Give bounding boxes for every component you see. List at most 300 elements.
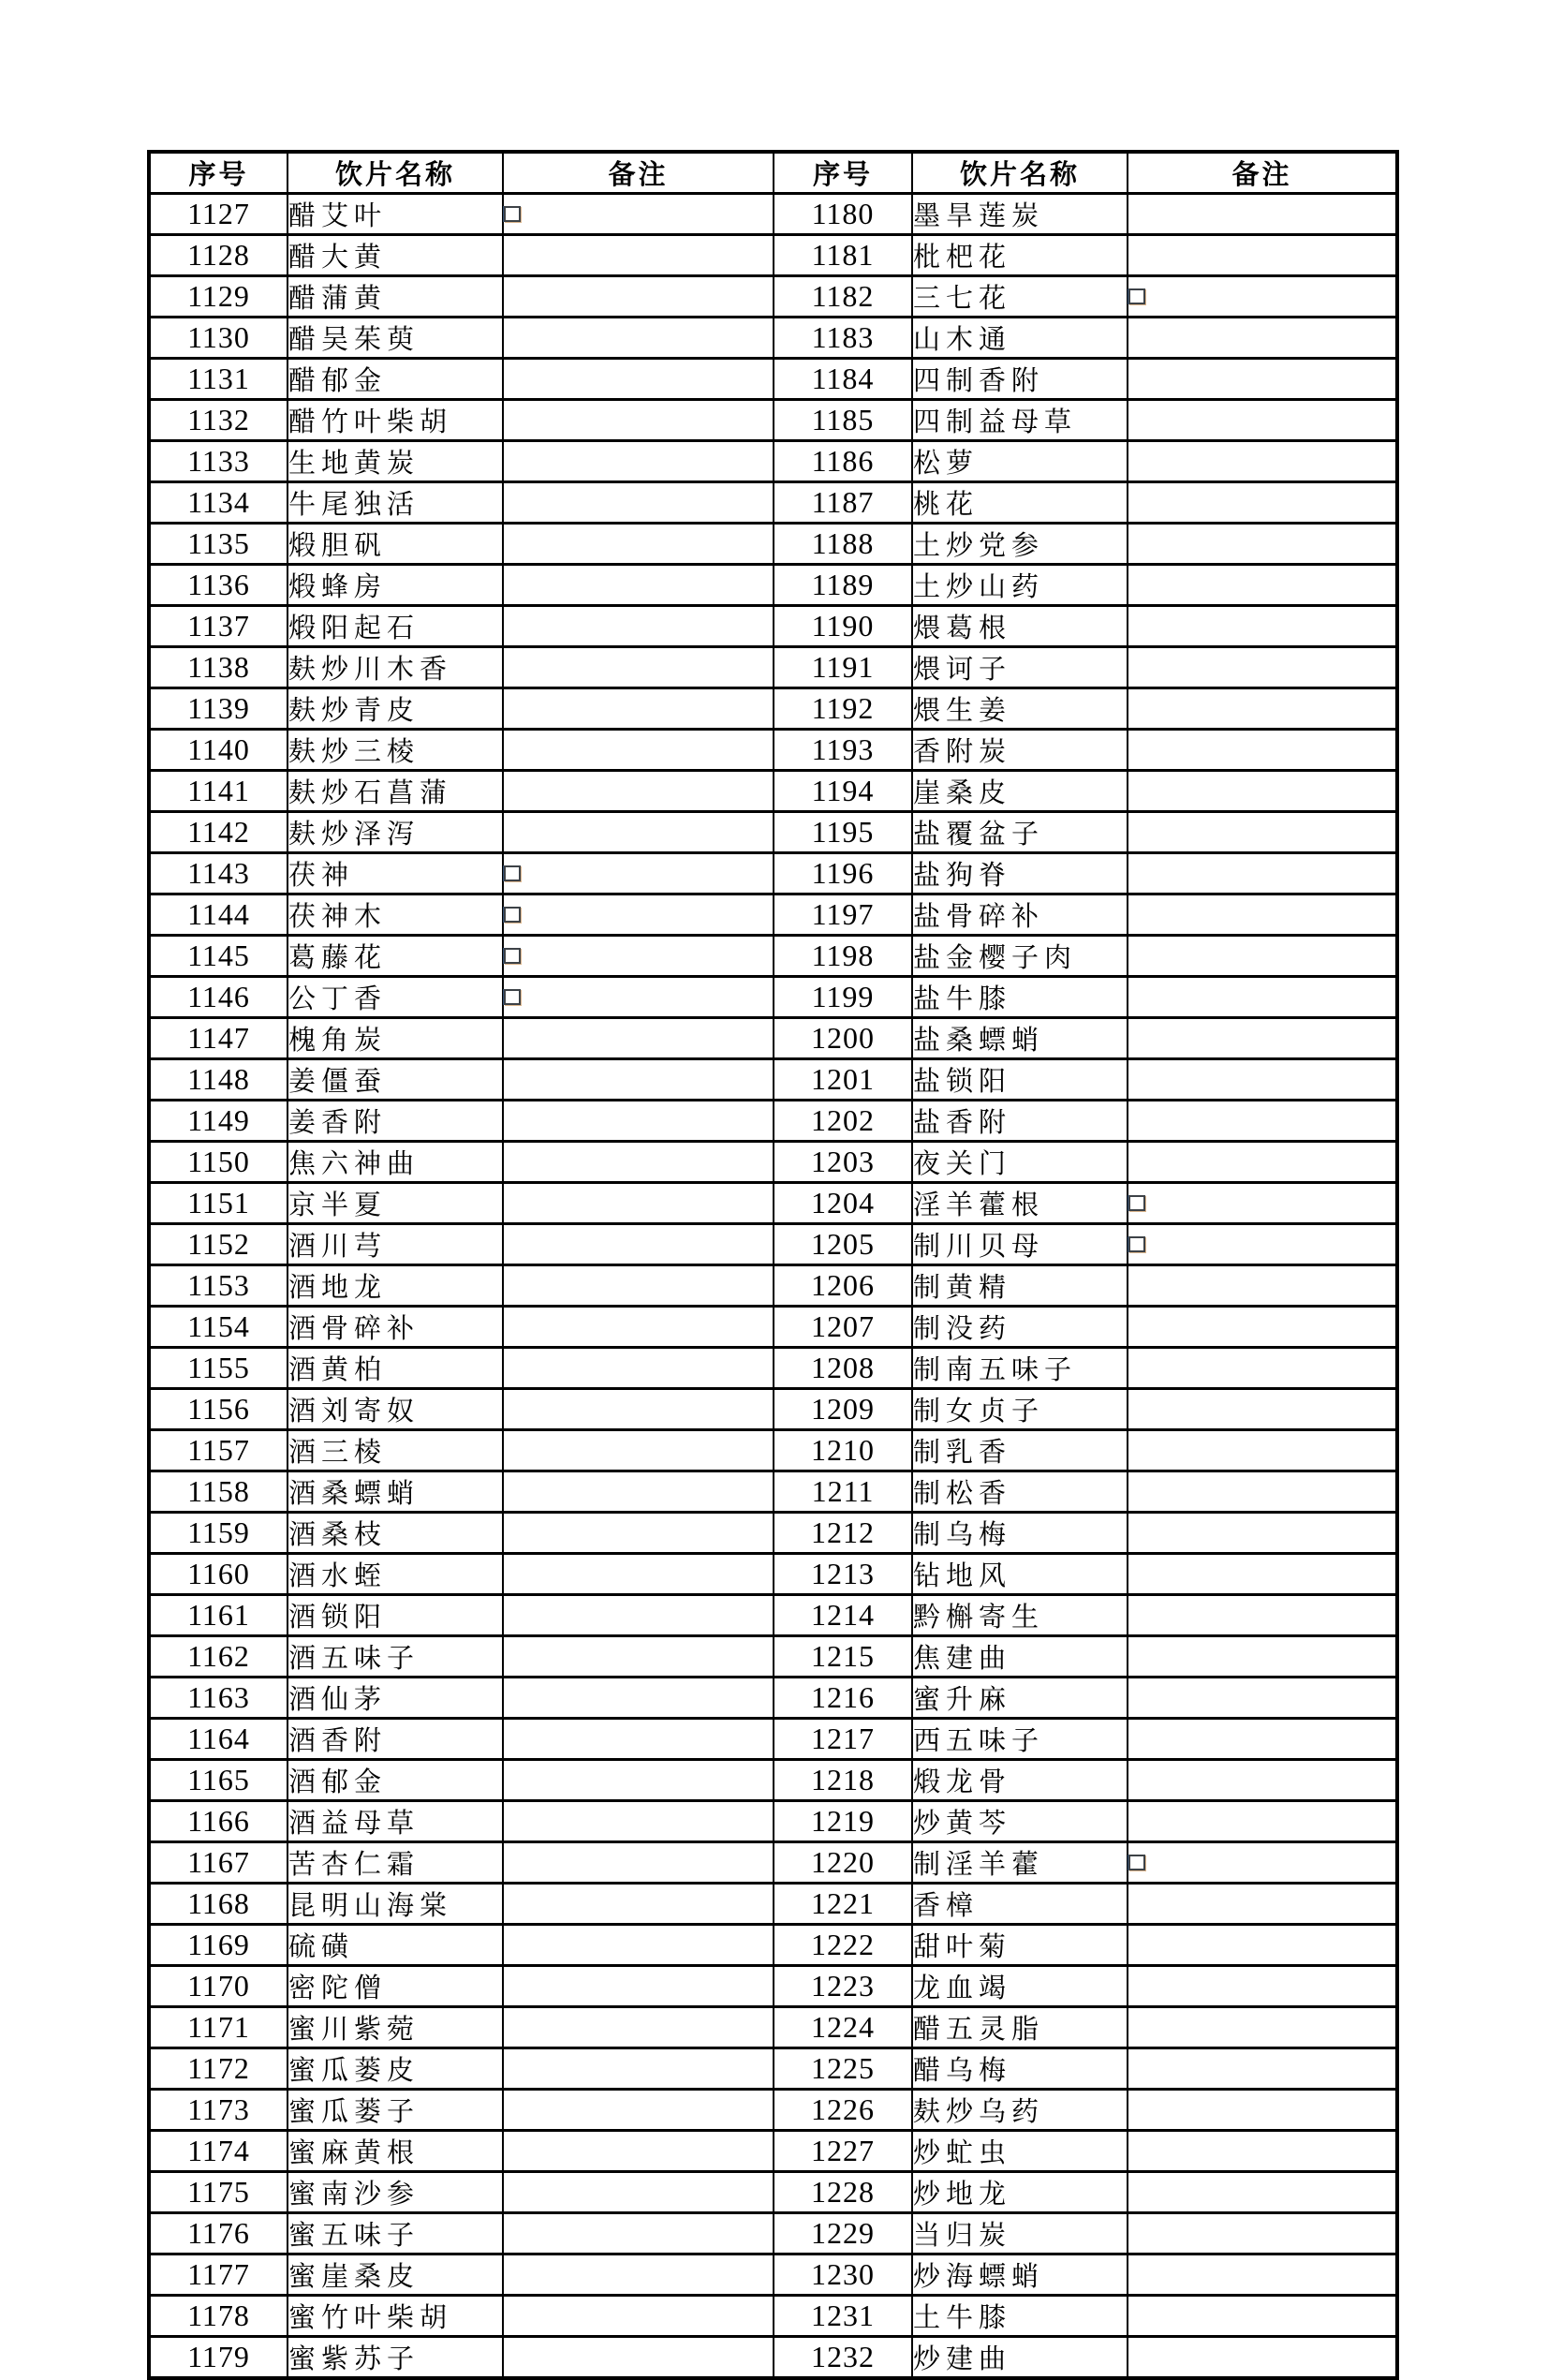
remark-cell <box>503 977 774 1018</box>
remark-cell <box>1128 1265 1397 1307</box>
serial-cell: 1163 <box>149 1678 287 1719</box>
remark-cell <box>1128 400 1397 441</box>
remark-cell <box>503 482 774 524</box>
medicine-name-cell: 盐香附 <box>912 1101 1128 1142</box>
table-row <box>149 1101 1397 1142</box>
medicine-name-cell: 龙血竭 <box>912 1966 1128 2007</box>
table-row <box>149 2172 1397 2213</box>
remark-checkbox[interactable] <box>1128 1855 1145 1870</box>
serial-cell: 1216 <box>774 1678 912 1719</box>
column-header-name: 饮片名称 <box>287 152 503 194</box>
medicine-name-cell: 制乌梅 <box>912 1513 1128 1554</box>
table-row <box>149 524 1397 565</box>
serial-cell: 1150 <box>149 1142 287 1183</box>
medicine-name-cell: 制南五味子 <box>912 1348 1128 1389</box>
remark-cell <box>1128 2337 1397 2379</box>
remark-cell <box>503 1513 774 1554</box>
remark-cell <box>1128 688 1397 730</box>
serial-cell: 1183 <box>774 318 912 359</box>
serial-cell: 1221 <box>774 1884 912 1925</box>
medicine-name-cell: 盐牛膝 <box>912 977 1128 1018</box>
medicine-name-cell: 蜜瓜蒌子 <box>287 2090 503 2131</box>
serial-cell: 1128 <box>149 235 287 276</box>
remark-checkbox[interactable] <box>1128 1236 1145 1252</box>
medicine-name-cell: 炒海螵蛸 <box>912 2254 1128 2296</box>
medicine-name-cell: 苦杏仁霜 <box>287 1842 503 1884</box>
serial-cell: 1195 <box>774 812 912 853</box>
remark-checkbox[interactable] <box>1128 1195 1145 1211</box>
remark-cell <box>503 1678 774 1719</box>
serial-cell: 1162 <box>149 1636 287 1678</box>
table-row <box>149 894 1397 936</box>
table-row <box>149 2007 1397 2048</box>
medicine-name-cell: 四制香附 <box>912 359 1128 400</box>
table-row <box>149 730 1397 771</box>
medicine-name-cell: 蜜麻黄根 <box>287 2131 503 2172</box>
remark-cell <box>1128 1884 1397 1925</box>
table-row <box>149 235 1397 276</box>
remark-cell <box>503 688 774 730</box>
remark-checkbox[interactable] <box>504 907 521 923</box>
remark-checkbox[interactable] <box>1128 288 1145 304</box>
serial-cell: 1219 <box>774 1801 912 1842</box>
serial-cell: 1132 <box>149 400 287 441</box>
remark-cell <box>1128 730 1397 771</box>
remark-cell <box>1128 1966 1397 2007</box>
serial-cell: 1196 <box>774 853 912 894</box>
medicine-name-cell: 炒地龙 <box>912 2172 1128 2213</box>
medicine-name-cell: 制女贞子 <box>912 1389 1128 1430</box>
medicine-name-cell: 崖桑皮 <box>912 771 1128 812</box>
serial-cell: 1130 <box>149 318 287 359</box>
table-row <box>149 977 1397 1018</box>
remark-cell <box>1128 2254 1397 2296</box>
serial-cell: 1208 <box>774 1348 912 1389</box>
remark-cell <box>503 647 774 688</box>
serial-cell: 1167 <box>149 1842 287 1884</box>
table-row <box>149 2213 1397 2254</box>
medicine-name-cell: 四制益母草 <box>912 400 1128 441</box>
medicine-name-cell: 醋蒲黄 <box>287 276 503 318</box>
serial-cell: 1228 <box>774 2172 912 2213</box>
table-row <box>149 1183 1397 1224</box>
remark-cell <box>1128 1059 1397 1101</box>
remark-cell <box>1128 1925 1397 1966</box>
remark-cell <box>503 2048 774 2090</box>
serial-cell: 1143 <box>149 853 287 894</box>
medicine-name-cell: 当归炭 <box>912 2213 1128 2254</box>
medicine-name-cell: 公丁香 <box>287 977 503 1018</box>
medicine-name-cell: 淫羊藿根 <box>912 1183 1128 1224</box>
remark-cell <box>503 2213 774 2254</box>
serial-cell: 1151 <box>149 1183 287 1224</box>
medicine-name-cell: 制乳香 <box>912 1430 1128 1471</box>
remark-cell <box>1128 2090 1397 2131</box>
medicine-name-cell: 酒五味子 <box>287 1636 503 1678</box>
medicine-name-cell: 醋乌梅 <box>912 2048 1128 2090</box>
remark-checkbox[interactable] <box>504 989 521 1005</box>
column-header-name: 饮片名称 <box>912 152 1128 194</box>
medicine-name-cell: 炒虻虫 <box>912 2131 1128 2172</box>
remark-cell <box>503 359 774 400</box>
serial-cell: 1142 <box>149 812 287 853</box>
remark-cell <box>503 1183 774 1224</box>
remark-cell <box>1128 1554 1397 1595</box>
remark-cell <box>503 2090 774 2131</box>
remark-cell <box>503 606 774 647</box>
remark-cell <box>1128 1760 1397 1801</box>
medicine-name-cell: 蜜瓜蒌皮 <box>287 2048 503 2090</box>
remark-checkbox[interactable] <box>504 206 521 222</box>
serial-cell: 1135 <box>149 524 287 565</box>
serial-cell: 1222 <box>774 1925 912 1966</box>
medicine-name-cell: 麸炒青皮 <box>287 688 503 730</box>
serial-cell: 1166 <box>149 1801 287 1842</box>
serial-cell: 1198 <box>774 936 912 977</box>
remark-cell <box>503 441 774 482</box>
serial-cell: 1229 <box>774 2213 912 2254</box>
serial-cell: 1181 <box>774 235 912 276</box>
remark-cell <box>1128 1513 1397 1554</box>
medicine-name-cell: 制淫羊藿 <box>912 1842 1128 1884</box>
medicine-name-cell: 制川贝母 <box>912 1224 1128 1265</box>
remark-cell <box>1128 359 1397 400</box>
serial-cell: 1136 <box>149 565 287 606</box>
table-row <box>149 1760 1397 1801</box>
serial-cell: 1137 <box>149 606 287 647</box>
medicine-name-cell: 三七花 <box>912 276 1128 318</box>
remark-cell <box>503 1101 774 1142</box>
medicine-name-cell: 煅胆矾 <box>287 524 503 565</box>
remark-cell <box>503 936 774 977</box>
table-row <box>149 1636 1397 1678</box>
table-row <box>149 1842 1397 1884</box>
medicine-name-cell: 桃花 <box>912 482 1128 524</box>
medicine-name-cell: 葛藤花 <box>287 936 503 977</box>
medicine-name-cell: 牛尾独活 <box>287 482 503 524</box>
serial-cell: 1178 <box>149 2296 287 2337</box>
serial-cell: 1199 <box>774 977 912 1018</box>
serial-cell: 1157 <box>149 1430 287 1471</box>
medicine-name-cell: 煅蜂房 <box>287 565 503 606</box>
remark-cell <box>1128 1224 1397 1265</box>
serial-cell: 1154 <box>149 1307 287 1348</box>
serial-cell: 1194 <box>774 771 912 812</box>
remark-cell <box>1128 1636 1397 1678</box>
table-row <box>149 1884 1397 1925</box>
serial-cell: 1185 <box>774 400 912 441</box>
medicine-name-cell: 煨诃子 <box>912 647 1128 688</box>
remark-cell <box>1128 2131 1397 2172</box>
medicine-name-cell: 酒仙茅 <box>287 1678 503 1719</box>
table-row <box>149 1389 1397 1430</box>
serial-cell: 1131 <box>149 359 287 400</box>
medicine-name-cell: 酒桑枝 <box>287 1513 503 1554</box>
remark-cell <box>503 1884 774 1925</box>
serial-cell: 1214 <box>774 1595 912 1636</box>
medicine-name-cell: 煅龙骨 <box>912 1760 1128 1801</box>
medicine-name-cell: 松萝 <box>912 441 1128 482</box>
medicine-name-cell: 麸炒泽泻 <box>287 812 503 853</box>
remark-cell <box>503 1554 774 1595</box>
remark-cell <box>503 771 774 812</box>
serial-cell: 1187 <box>774 482 912 524</box>
table-row <box>149 1224 1397 1265</box>
medicine-name-cell: 焦六神曲 <box>287 1142 503 1183</box>
serial-cell: 1189 <box>774 565 912 606</box>
column-header-remark: 备注 <box>1128 152 1397 194</box>
serial-cell: 1184 <box>774 359 912 400</box>
table-row <box>149 606 1397 647</box>
remark-cell <box>1128 1719 1397 1760</box>
medicine-name-cell: 盐桑螵蛸 <box>912 1018 1128 1059</box>
medicine-name-cell: 蜜紫苏子 <box>287 2337 503 2379</box>
remark-cell <box>1128 1183 1397 1224</box>
serial-cell: 1134 <box>149 482 287 524</box>
medicine-name-cell: 酒香附 <box>287 1719 503 1760</box>
remark-cell <box>1128 1142 1397 1183</box>
table-row <box>149 1966 1397 2007</box>
remark-cell <box>1128 1348 1397 1389</box>
table-row <box>149 276 1397 318</box>
table-row <box>149 565 1397 606</box>
serial-cell: 1200 <box>774 1018 912 1059</box>
serial-cell: 1231 <box>774 2296 912 2337</box>
table-row <box>149 2131 1397 2172</box>
medicine-name-cell: 酒骨碎补 <box>287 1307 503 1348</box>
medicine-name-cell: 煨葛根 <box>912 606 1128 647</box>
medicine-name-cell: 酒三棱 <box>287 1430 503 1471</box>
medicine-name-cell: 醋大黄 <box>287 235 503 276</box>
serial-cell: 1174 <box>149 2131 287 2172</box>
medicine-name-cell: 西五味子 <box>912 1719 1128 1760</box>
serial-cell: 1201 <box>774 1059 912 1101</box>
remark-cell <box>1128 1307 1397 1348</box>
table-row <box>149 1018 1397 1059</box>
serial-cell: 1209 <box>774 1389 912 1430</box>
table-row <box>149 1595 1397 1636</box>
remark-cell <box>503 853 774 894</box>
remark-cell <box>1128 647 1397 688</box>
remark-cell <box>503 1265 774 1307</box>
medicine-name-cell: 土炒党参 <box>912 524 1128 565</box>
medicine-name-cell: 醋艾叶 <box>287 194 503 235</box>
table-row <box>149 194 1397 235</box>
medicine-name-cell: 酒益母草 <box>287 1801 503 1842</box>
remark-cell <box>503 1925 774 1966</box>
remark-cell <box>503 1224 774 1265</box>
table-row <box>149 1430 1397 1471</box>
remark-cell <box>503 1966 774 2007</box>
remark-cell <box>503 1059 774 1101</box>
medicine-name-cell: 黔槲寄生 <box>912 1595 1128 1636</box>
remark-cell <box>1128 606 1397 647</box>
table-row <box>149 1678 1397 1719</box>
serial-cell: 1190 <box>774 606 912 647</box>
medicine-name-cell: 生地黄炭 <box>287 441 503 482</box>
table-row <box>149 1059 1397 1101</box>
serial-cell: 1165 <box>149 1760 287 1801</box>
remark-cell <box>1128 1678 1397 1719</box>
serial-cell: 1206 <box>774 1265 912 1307</box>
medicine-name-cell: 甜叶菊 <box>912 1925 1128 1966</box>
serial-cell: 1164 <box>149 1719 287 1760</box>
remark-cell <box>1128 1430 1397 1471</box>
serial-cell: 1127 <box>149 194 287 235</box>
remark-cell <box>503 318 774 359</box>
serial-cell: 1158 <box>149 1471 287 1513</box>
table-row <box>149 2254 1397 2296</box>
serial-cell: 1232 <box>774 2337 912 2379</box>
medicine-name-cell: 京半夏 <box>287 1183 503 1224</box>
remark-cell <box>503 812 774 853</box>
medicine-name-cell: 茯神木 <box>287 894 503 936</box>
medicine-name-cell: 酒锁阳 <box>287 1595 503 1636</box>
remark-cell <box>1128 1389 1397 1430</box>
remark-cell <box>1128 2296 1397 2337</box>
remark-cell <box>1128 1595 1397 1636</box>
table-row <box>149 688 1397 730</box>
remark-cell <box>503 565 774 606</box>
medicine-name-cell: 墨旱莲炭 <box>912 194 1128 235</box>
remark-cell <box>503 1142 774 1183</box>
remark-cell <box>503 1595 774 1636</box>
remark-cell <box>503 1348 774 1389</box>
medicine-name-cell: 酒川芎 <box>287 1224 503 1265</box>
medicine-name-cell: 炒黄芩 <box>912 1801 1128 1842</box>
remark-cell <box>503 894 774 936</box>
medicine-name-cell: 硫磺 <box>287 1925 503 1966</box>
serial-cell: 1171 <box>149 2007 287 2048</box>
table-row <box>149 1348 1397 1389</box>
remark-cell <box>1128 1842 1397 1884</box>
table-row <box>149 647 1397 688</box>
serial-cell: 1140 <box>149 730 287 771</box>
remark-cell <box>1128 853 1397 894</box>
remark-cell <box>1128 318 1397 359</box>
medicine-name-cell: 酒桑螵蛸 <box>287 1471 503 1513</box>
medicine-name-cell: 枇杷花 <box>912 235 1128 276</box>
medicine-name-cell: 茯神 <box>287 853 503 894</box>
serial-cell: 1213 <box>774 1554 912 1595</box>
serial-cell: 1153 <box>149 1265 287 1307</box>
serial-cell: 1179 <box>149 2337 287 2379</box>
table-row <box>149 400 1397 441</box>
table-row <box>149 2090 1397 2131</box>
medicine-name-cell: 酒刘寄奴 <box>287 1389 503 1430</box>
serial-cell: 1161 <box>149 1595 287 1636</box>
table-row <box>149 1554 1397 1595</box>
serial-cell: 1193 <box>774 730 912 771</box>
medicine-name-cell: 蜜南沙参 <box>287 2172 503 2213</box>
medicine-name-cell: 麸炒三棱 <box>287 730 503 771</box>
serial-cell: 1160 <box>149 1554 287 1595</box>
serial-cell: 1144 <box>149 894 287 936</box>
remark-cell <box>1128 482 1397 524</box>
remark-cell <box>503 235 774 276</box>
table-row <box>149 2296 1397 2337</box>
remark-cell <box>503 1389 774 1430</box>
medicine-name-cell: 昆明山海棠 <box>287 1884 503 1925</box>
remark-cell <box>503 1471 774 1513</box>
medicine-name-cell: 盐锁阳 <box>912 1059 1128 1101</box>
serial-cell: 1230 <box>774 2254 912 2296</box>
medicine-name-cell: 煨生姜 <box>912 688 1128 730</box>
medicine-name-cell: 盐金樱子肉 <box>912 936 1128 977</box>
serial-cell: 1155 <box>149 1348 287 1389</box>
table-row <box>149 1925 1397 1966</box>
table-row <box>149 1142 1397 1183</box>
remark-checkbox[interactable] <box>504 865 521 881</box>
serial-cell: 1224 <box>774 2007 912 2048</box>
medicine-name-cell: 盐骨碎补 <box>912 894 1128 936</box>
serial-cell: 1177 <box>149 2254 287 2296</box>
serial-cell: 1204 <box>774 1183 912 1224</box>
remark-cell <box>503 2296 774 2337</box>
serial-cell: 1211 <box>774 1471 912 1513</box>
remark-cell <box>503 2337 774 2379</box>
serial-cell: 1176 <box>149 2213 287 2254</box>
column-header-remark: 备注 <box>503 152 774 194</box>
remark-cell <box>1128 894 1397 936</box>
serial-cell: 1192 <box>774 688 912 730</box>
remark-cell <box>503 2254 774 2296</box>
table-row <box>149 359 1397 400</box>
medicine-name-cell: 醋五灵脂 <box>912 2007 1128 2048</box>
remark-cell <box>503 276 774 318</box>
remark-cell <box>503 1801 774 1842</box>
remark-cell <box>503 730 774 771</box>
remark-cell <box>1128 812 1397 853</box>
serial-cell: 1170 <box>149 1966 287 2007</box>
serial-cell: 1152 <box>149 1224 287 1265</box>
remark-cell <box>1128 194 1397 235</box>
medicine-name-cell: 槐角炭 <box>287 1018 503 1059</box>
serial-cell: 1141 <box>149 771 287 812</box>
table-row <box>149 1265 1397 1307</box>
serial-cell: 1159 <box>149 1513 287 1554</box>
medicine-name-cell: 酒地龙 <box>287 1265 503 1307</box>
remark-cell <box>1128 2213 1397 2254</box>
remark-cell <box>1128 936 1397 977</box>
medicine-name-cell: 香樟 <box>912 1884 1128 1925</box>
medicine-name-cell: 麸炒川木香 <box>287 647 503 688</box>
serial-cell: 1173 <box>149 2090 287 2131</box>
remark-checkbox[interactable] <box>504 948 521 964</box>
medicine-name-cell: 姜僵蚕 <box>287 1059 503 1101</box>
serial-cell: 1220 <box>774 1842 912 1884</box>
remark-cell <box>1128 2007 1397 2048</box>
medicine-name-cell: 土牛膝 <box>912 2296 1128 2337</box>
serial-cell: 1205 <box>774 1224 912 1265</box>
table-row <box>149 1801 1397 1842</box>
table-row <box>149 482 1397 524</box>
medicine-name-cell: 盐狗脊 <box>912 853 1128 894</box>
serial-cell: 1139 <box>149 688 287 730</box>
remark-cell <box>1128 1101 1397 1142</box>
remark-cell <box>503 1760 774 1801</box>
remark-cell <box>1128 524 1397 565</box>
medicine-name-cell: 醋吴茱萸 <box>287 318 503 359</box>
remark-cell <box>1128 2172 1397 2213</box>
serial-cell: 1202 <box>774 1101 912 1142</box>
table-row <box>149 812 1397 853</box>
table-row <box>149 936 1397 977</box>
medicine-name-cell: 煅阳起石 <box>287 606 503 647</box>
remark-cell <box>1128 2048 1397 2090</box>
remark-cell <box>1128 1801 1397 1842</box>
serial-cell: 1180 <box>774 194 912 235</box>
